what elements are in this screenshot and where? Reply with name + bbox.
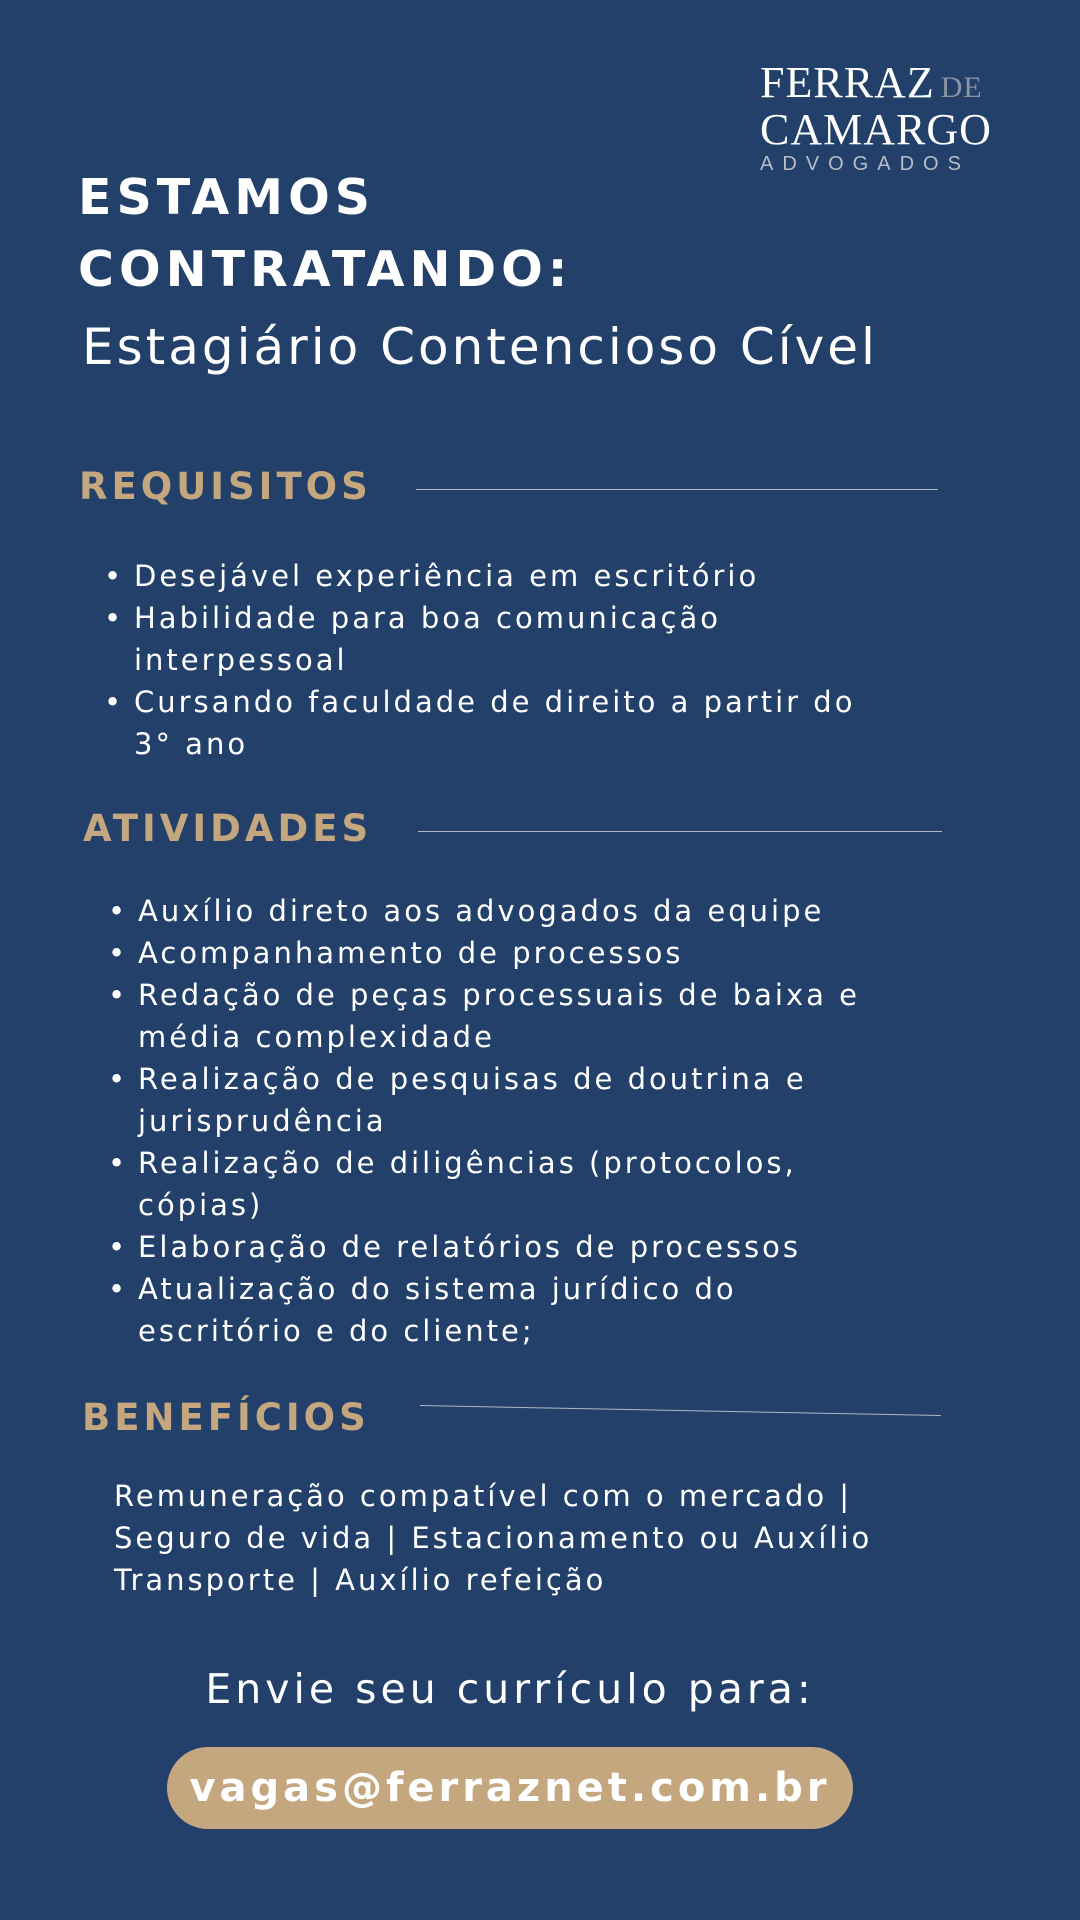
list-item: • Elaboração de relatórios de processos	[108, 1226, 908, 1268]
job-title: Estagiário Contencioso Cível	[82, 318, 878, 376]
logo-line-advogados: ADVOGADOS	[760, 153, 970, 175]
headline-line-1: ESTAMOS	[78, 169, 376, 226]
cta-label: Envie seu currículo para:	[205, 1665, 815, 1713]
requisitos-divider	[416, 489, 938, 490]
headline-line-2: CONTRATANDO:	[78, 241, 573, 298]
email-address: vagas@ferraznet.com.br	[189, 1765, 831, 1811]
beneficios-text: Remuneração compatível com o mercado | Seguro de vida | Estacionamento ou Auxílio Transporte | Auxílio refeição	[114, 1479, 873, 1597]
list-item: • Acompanhamento de processos	[108, 932, 908, 974]
email-button[interactable]	[167, 1747, 853, 1829]
atividades-divider	[418, 831, 942, 832]
list-item: • Habilidade para boa comunicação interpessoal	[104, 597, 904, 681]
list-item: • Realização de diligências (protocolos, cópias)	[108, 1142, 908, 1226]
list-item: • Redação de peças processuais de baixa e média complexidade	[108, 974, 908, 1058]
logo-line-camargo: CAMARGO	[760, 105, 992, 154]
beneficios-divider	[420, 1405, 941, 1416]
atividades-list	[108, 890, 908, 1352]
logo-line-ferraz: FERRAZ DE	[760, 58, 983, 107]
atividades-heading: ATIVIDADES	[83, 807, 373, 850]
list-item: • Auxílio direto aos advogados da equipe	[108, 890, 908, 932]
logo-de: DE	[940, 71, 983, 104]
list-item: • Cursando faculdade de direito a partir do 3° ano	[104, 681, 904, 765]
requisitos-heading: REQUISITOS	[79, 465, 372, 508]
beneficios-heading: BENEFÍCIOS	[82, 1396, 370, 1439]
list-item: • Atualização do sistema jurídico do escritório e do cliente;	[108, 1268, 908, 1352]
requisitos-list	[104, 555, 904, 765]
headline	[78, 162, 572, 306]
company-logo	[760, 58, 1020, 176]
list-item: • Realização de pesquisas de doutrina e jurisprudência	[108, 1058, 908, 1142]
list-item: • Desejável experiência em escritório	[104, 555, 904, 597]
